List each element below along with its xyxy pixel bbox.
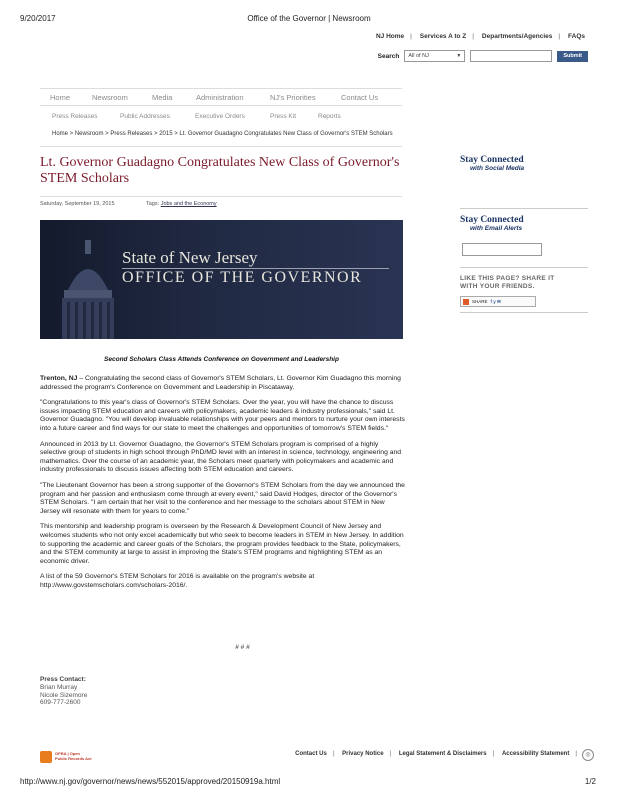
nav-contact-us[interactable]: Contact Us xyxy=(341,93,379,102)
divider xyxy=(40,196,402,197)
tag-link[interactable]: Jobs and the Economy xyxy=(160,201,217,207)
nav-priorities[interactable]: NJ's Priorities xyxy=(270,93,316,102)
faqs-link[interactable]: FAQs xyxy=(568,33,585,40)
share-prompt-line-1: LIKE THIS PAGE? SHARE IT xyxy=(460,275,555,282)
footer-links: Contact Us | Privacy Notice | Legal Statement & Disclaimers | Accessibility Statement | xyxy=(295,751,577,757)
share-services-icons: f y ✉ xyxy=(490,299,501,304)
paragraph-4: "The Lieutenant Governor has been a strong supporter of the Governor's STEM Scholars from the day we announced the program and her passion and enthusiasm come through at every event," said David Hodges, director of the Governor's STEM Scholars. "I am certain that her visit to the conference and her message to the scholars about STEM in New Jersey will resonate with them for years to come." xyxy=(40,481,405,515)
article-meta xyxy=(40,201,217,207)
paragraph-3: Announced in 2013 by Lt. Governor Guadagno, the Governor's STEM Scholars program is comprised of a highly selective group of students in high school through PhD/MD level with an interest in science, technology, engineering and mathematics. Over the course of an academic year, the Scholars meet quarterly with policymakers and academic and industry professionals to discuss issues affecting both STEM education and careers. xyxy=(40,440,402,474)
utility-nav: NJ Home | Services A to Z | Departments/Agencies | FAQs xyxy=(375,33,585,40)
paragraph-1 xyxy=(40,375,405,392)
breadcrumb[interactable]: Home > Newsroom > Press Releases > 2015 > Lt. Governor Guadagno Congratulates New Class of Governor's STEM Scholars xyxy=(52,131,393,137)
opra-mark-icon xyxy=(40,751,52,763)
footer-legal-link[interactable]: Legal Statement & Disclaimers xyxy=(398,751,487,757)
contact-name: Brian Murray xyxy=(40,683,78,691)
paragraph-5: This mentorship and leadership program is overseen by the Research & Development Council of New Jersey and welcomes students who not only excel academically but who seek to become leaders in STEM in New Jersey. In addition to supporting the academic and career goals of the Scholars, the program provides feedback to the State, policymakers, and the STEM community at large to assist in improving the State's STEM programs and highlighting STEM as an economic driver. xyxy=(40,523,404,565)
footer-accessibility-link[interactable]: Accessibility Statement xyxy=(501,751,570,757)
opra-logo[interactable] xyxy=(40,750,106,764)
search-scope-select[interactable] xyxy=(404,50,465,62)
search-scope-value: All of NJ xyxy=(408,53,429,59)
nav-administration[interactable]: Administration xyxy=(196,93,244,102)
email-subtitle: with Email Alerts xyxy=(470,225,523,232)
subnav-press-kit[interactable]: Press Kit xyxy=(270,113,297,120)
share-icon xyxy=(463,299,469,305)
feed-icon[interactable]: ◎ xyxy=(582,749,594,761)
subnav-reports[interactable]: Reports xyxy=(318,113,341,120)
submit-button[interactable]: Submit xyxy=(557,51,588,62)
print-url: http://www.nj.gov/governor/news/news/552015/approved/20150919a.html xyxy=(20,777,281,786)
subnav-executive-orders[interactable]: Executive Orders xyxy=(195,113,245,120)
paragraph-6 xyxy=(40,573,405,590)
opra-line-2: Public Records Act xyxy=(55,756,92,761)
office-banner xyxy=(40,220,403,339)
subnav-public-addresses[interactable]: Public Addresses xyxy=(120,113,170,120)
search-bar xyxy=(378,50,588,62)
search-input[interactable] xyxy=(470,50,552,62)
banner-line-1: State of New Jersey xyxy=(122,248,258,267)
email-alerts-block xyxy=(460,215,590,232)
article-body xyxy=(40,375,405,597)
nav-media[interactable]: Media xyxy=(152,93,173,102)
press-contact-header: Press Contact: xyxy=(40,676,86,683)
divider xyxy=(460,312,588,313)
nav-home[interactable]: Home xyxy=(50,93,71,102)
services-link[interactable]: Services A to Z xyxy=(419,33,467,40)
tags-label: Tags: xyxy=(146,201,160,207)
press-contact xyxy=(40,676,87,707)
social-media-block[interactable] xyxy=(460,155,590,172)
divider xyxy=(40,146,402,147)
subnav-press-releases[interactable]: Press Releases xyxy=(52,113,98,120)
share-label: SHARE xyxy=(472,299,488,304)
social-subtitle: with Social Media xyxy=(470,165,525,172)
dateline: Trenton, NJ xyxy=(40,375,78,382)
divider xyxy=(460,267,588,268)
print-date: 9/20/2017 xyxy=(20,14,56,23)
opra-line-1: OPRA | Open xyxy=(55,751,80,757)
capitol-dome-icon xyxy=(58,240,118,339)
footer-privacy-link[interactable]: Privacy Notice xyxy=(342,751,384,757)
contact-phone: 609-777-2600 xyxy=(40,699,81,707)
nj-home-link[interactable]: NJ Home xyxy=(375,33,405,40)
banner-line-2: OFFICE OF THE GOVERNOR xyxy=(122,269,363,286)
share-prompt xyxy=(460,275,554,291)
footer-contact-link[interactable]: Contact Us xyxy=(295,751,327,757)
divider xyxy=(460,208,588,209)
email-input[interactable] xyxy=(462,243,542,256)
social-title: Stay Connected xyxy=(460,155,524,165)
scholars-link[interactable]: http://www.govstemscholars.com/scholars-2016/. xyxy=(40,581,188,589)
print-title: Office of the Governor | Newsroom xyxy=(247,14,371,23)
end-mark: # # # xyxy=(235,644,250,651)
paragraph-1-text: – Congratulating the second class of Governor's STEM Scholars, Lt. Governor Kim Guadagno this morning addressed the program's Conference on Government and Leadership in Piscataway. xyxy=(40,375,401,391)
share-prompt-line-2: WITH YOUR FRIENDS. xyxy=(460,283,535,290)
article-subhead: Second Scholars Class Attends Conference on Government and Leadership xyxy=(104,356,339,363)
article-date: Saturday, September 19, 2015 xyxy=(40,201,115,207)
search-label: Search xyxy=(377,52,400,60)
chevron-down-icon: ▼ xyxy=(456,53,462,59)
paragraph-6-text: A list of the 59 Governor's STEM Scholars for 2016 is available on the program's website at xyxy=(40,573,315,581)
departments-link[interactable]: Departments/Agencies xyxy=(481,33,553,40)
nav-newsroom[interactable]: Newsroom xyxy=(92,93,128,102)
paragraph-2: "Congratulations to this year's class of Governor's STEM Scholars. Over the year, you will have the chance to discuss issues impacting STEM education and careers with policymakers, academic leaders & industry professionals," said Lt. Governor Guadagno. "You will develop invaluable relationships with your peers and mentors to nurture your own interests into a future career and find ways for our state to meet the challenges and opportunities of tomorrow's STEM fields." xyxy=(40,399,405,432)
main-nav xyxy=(40,88,402,106)
email-title: Stay Connected xyxy=(460,215,524,225)
share-button[interactable] xyxy=(460,296,536,307)
print-page-number: 1/2 xyxy=(584,777,596,786)
page-title: Lt. Governor Guadagno Congratulates New Class of Governor's STEM Scholars xyxy=(40,155,400,186)
contact-name: Nicole Sizemore xyxy=(40,691,88,699)
